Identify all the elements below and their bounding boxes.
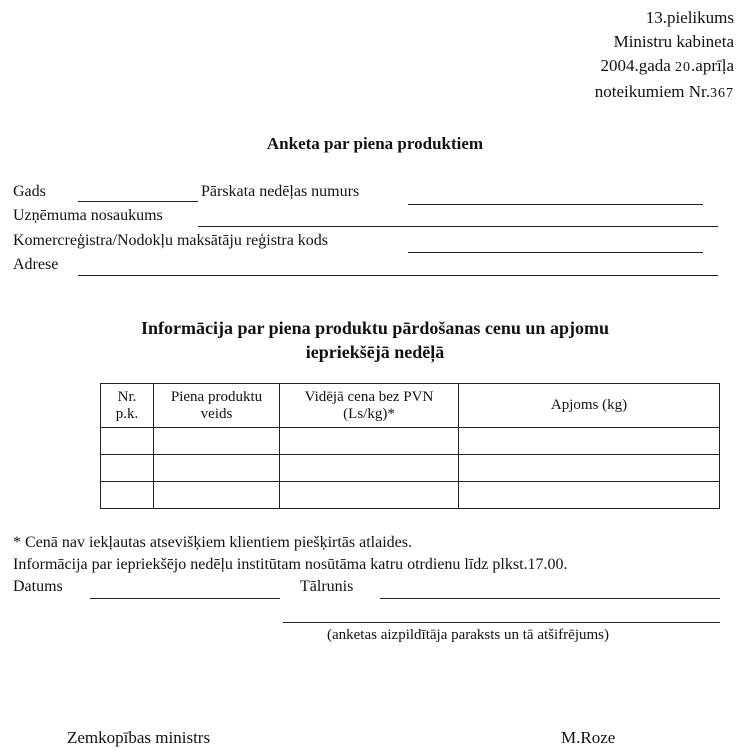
- company-field[interactable]: [198, 226, 718, 227]
- table-cell[interactable]: [101, 455, 154, 482]
- table-cell[interactable]: [280, 482, 459, 509]
- minister-title: Zemkopības ministrs: [67, 728, 211, 747]
- header-cell-product: Piena produktu veids: [154, 384, 280, 428]
- week-label: Pārskata nedēļas numurs: [201, 183, 360, 200]
- table-cell[interactable]: [280, 455, 459, 482]
- table-heading-line1: Informācija par piena produktu pārdošanas cenu un apjomu: [141, 318, 609, 338]
- year-field[interactable]: [78, 201, 198, 202]
- table-heading: [0, 316, 750, 364]
- submission-instruction: Informācija par iepriekšējo nedēļu institūtam nosūtāma katru otrdienu līdz plkst.17.00.: [13, 556, 568, 573]
- week-field[interactable]: [408, 204, 703, 205]
- phone-label: Tālrunis: [300, 578, 354, 595]
- table-row: [101, 482, 720, 509]
- table-cell[interactable]: [154, 482, 280, 509]
- signature-caption: (anketas aizpildītāja paraksts un tā atšifrējums): [327, 627, 609, 643]
- company-label: Uzņēmuma nosaukums: [13, 207, 163, 224]
- table-row: [101, 428, 720, 455]
- table-cell[interactable]: [459, 428, 720, 455]
- phone-field[interactable]: [380, 598, 720, 599]
- registry-label: Komercreģistra/Nodokļu maksātāju reģistra kods: [13, 232, 329, 249]
- table-cell[interactable]: [459, 482, 720, 509]
- minister-name: M.Roze: [561, 728, 616, 747]
- address-label: Adrese: [13, 256, 59, 273]
- table-header-row: [101, 384, 720, 428]
- table-cell[interactable]: [101, 428, 154, 455]
- table-row: [101, 455, 720, 482]
- date-field[interactable]: [90, 598, 280, 599]
- document-header: [595, 6, 734, 106]
- price-volume-table: [100, 383, 720, 509]
- year-label: Gads: [13, 183, 46, 200]
- regulation-number: noteikumiem Nr.367: [594, 82, 734, 101]
- header-cell-number: Nr. p.k.: [101, 384, 154, 428]
- table-heading-line2: iepriekšējā nedēļā: [305, 342, 445, 362]
- table-cell[interactable]: [280, 428, 459, 455]
- issuer: Ministru kabineta: [613, 32, 734, 51]
- signature-field[interactable]: [283, 622, 720, 623]
- registry-field[interactable]: [408, 252, 703, 253]
- date-label: Datums: [13, 578, 63, 595]
- address-field[interactable]: [78, 275, 718, 276]
- annex-number: 13.pielikums: [645, 8, 734, 27]
- regulation-date: 2004.gada 20.aprīļa: [600, 56, 734, 75]
- header-cell-price: Vidējā cena bez PVN (Ls/kg)*: [280, 384, 459, 428]
- table-cell[interactable]: [154, 455, 280, 482]
- table-cell[interactable]: [459, 455, 720, 482]
- table-cell[interactable]: [154, 428, 280, 455]
- form-title: Anketa par piena produktiem: [266, 134, 484, 153]
- table-cell[interactable]: [101, 482, 154, 509]
- header-cell-volume: Apjoms (kg): [459, 384, 720, 428]
- footnote: * Cenā nav iekļautas atsevišķiem klientiem piešķirtās atlaides.: [13, 534, 412, 551]
